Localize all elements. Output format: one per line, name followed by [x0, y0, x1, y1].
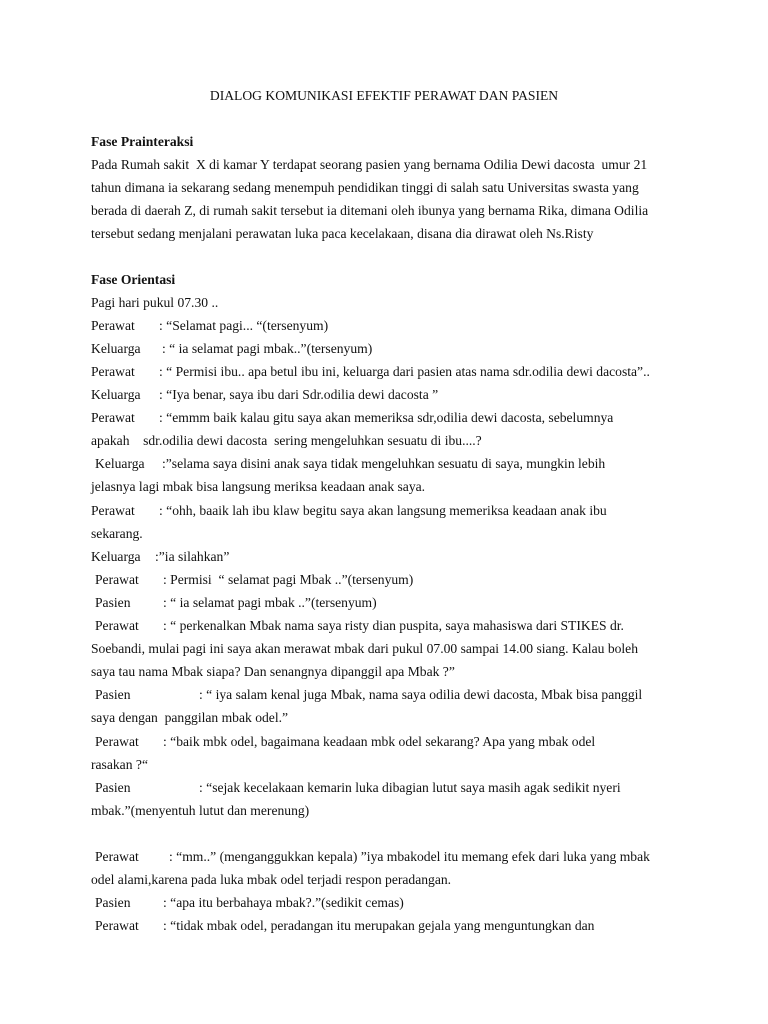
dialog-speaker: Perawat: [95, 849, 139, 864]
dialog-speaker: Perawat: [95, 734, 139, 749]
dialog-speaker: Perawat: [91, 364, 135, 379]
dialog-text: : “Iya benar, saya ibu dari Sdr.odilia dewi dacosta ”: [159, 387, 439, 402]
dialog-speaker: Keluarga: [95, 456, 145, 471]
dialog-text: :”selama saya disini anak saya tidak mengeluhkan sesuatu di saya, mungkin lebih: [162, 456, 606, 471]
dialog-text: : “sejak kecelakaan kemarin luka dibagian lutut saya masih agak sedikit nyeri: [199, 780, 621, 795]
orientasi-intro: Pagi hari pukul 07.30 ..: [91, 295, 219, 310]
dialog-text: : “tidak mbak odel, peradangan itu merupakan gejala yang menguntungkan dan: [163, 918, 595, 933]
dialog-speaker: Perawat: [91, 410, 135, 425]
dialog-speaker: Perawat: [95, 618, 139, 633]
dialog-speaker: Perawat: [95, 918, 139, 933]
paragraph-line: berada di daerah Z, di rumah sakit tersebut ia ditemani oleh ibunya yang bernama Rika, dimana Odilia: [91, 203, 649, 218]
dialog-continuation: sekarang.: [91, 526, 143, 541]
dialog-continuation: odel alami,karena pada luka mbak odel terjadi respon peradangan.: [91, 872, 452, 887]
dialog-text: : “ohh, baaik lah ibu klaw begitu saya akan langsung memeriksa keadaan anak ibu: [159, 503, 607, 518]
dialog-text: : “emmm baik kalau gitu saya akan memeriksa sdr,odilia dewi dacosta, sebelumnya: [159, 410, 614, 425]
dialog-continuation: Soebandi, mulai pagi ini saya akan merawat mbak dari pukul 07.00 sampai 14.00 siang. Kalau boleh: [91, 641, 639, 656]
dialog-speaker: Pasien: [95, 595, 131, 610]
dialog-text: : “Selamat pagi... “(tersenyum): [159, 318, 329, 333]
dialog-speaker: Pasien: [95, 780, 131, 795]
dialog-text: : “ perkenalkan Mbak nama saya risty dian puspita, saya mahasiswa dari STIKES dr.: [163, 618, 624, 633]
dialog-continuation: rasakan ?“: [91, 757, 148, 772]
dialog-speaker: Pasien: [95, 895, 131, 910]
dialog-speaker: Keluarga: [91, 387, 141, 402]
dialog-speaker: Pasien: [95, 687, 131, 702]
dialog-speaker: Perawat: [91, 318, 135, 333]
dialog-text: : “ Permisi ibu.. apa betul ibu ini, keluarga dari pasien atas nama sdr.odilia dewi dacosta”..: [159, 364, 650, 379]
dialog-speaker: Perawat: [91, 503, 135, 518]
dialog-speaker: Keluarga: [91, 341, 141, 356]
paragraph-line: tersebut sedang menjalani perawatan luka paca kecelakaan, disana dia dirawat oleh Ns.Risty: [91, 226, 594, 241]
dialog-continuation: saya tau nama Mbak siapa? Dan senangnya dipanggil apa Mbak ?”: [91, 664, 455, 679]
paragraph-line: tahun dimana ia sekarang sedang menempuh pendidikan tinggi di salah satu Universitas swasta yang: [91, 180, 639, 195]
dialog-text: : “apa itu berbahaya mbak?.”(sedikit cemas): [163, 895, 404, 910]
dialog-continuation: jelasnya lagi mbak bisa langsung meriksa keadaan anak saya.: [91, 479, 426, 494]
dialog-text: : Permisi “ selamat pagi Mbak ..”(tersenyum): [163, 572, 414, 587]
dialog-text: : “ ia selamat pagi mbak..”(tersenyum): [162, 341, 373, 356]
dialog-text: : “ iya salam kenal juga Mbak, nama saya odilia dewi dacosta, Mbak bisa panggil: [199, 687, 643, 702]
dialog-speaker: Keluarga: [91, 549, 141, 564]
dialog-text: : “ ia selamat pagi mbak ..”(tersenyum): [163, 595, 377, 610]
paragraph-line: Pada Rumah sakit X di kamar Y terdapat seorang pasien yang bernama Odilia Dewi dacosta umur 21: [91, 157, 648, 172]
dialog-continuation: apakah sdr.odilia dewi dacosta sering mengeluhkan sesuatu di ibu....?: [91, 433, 482, 448]
dialog-text: :”ia silahkan”: [155, 549, 230, 564]
document-title: DIALOG KOMUNIKASI EFEKTIF PERAWAT DAN PASIEN: [209, 88, 559, 103]
dialog-speaker: Perawat: [95, 572, 139, 587]
dialog-continuation: saya dengan panggilan mbak odel.”: [91, 710, 289, 725]
dialog-text: : “mm..” (menganggukkan kepala) ”iya mbakodel itu memang efek dari luka yang mbak: [169, 849, 650, 864]
dialog-continuation: mbak.”(menyentuh lutut dan merenung): [91, 803, 310, 818]
heading-orientasi: Fase Orientasi: [91, 272, 176, 287]
heading-prainteraksi: Fase Prainteraksi: [91, 134, 194, 149]
dialog-text: : “baik mbk odel, bagaimana keadaan mbk odel sekarang? Apa yang mbak odel: [163, 734, 596, 749]
